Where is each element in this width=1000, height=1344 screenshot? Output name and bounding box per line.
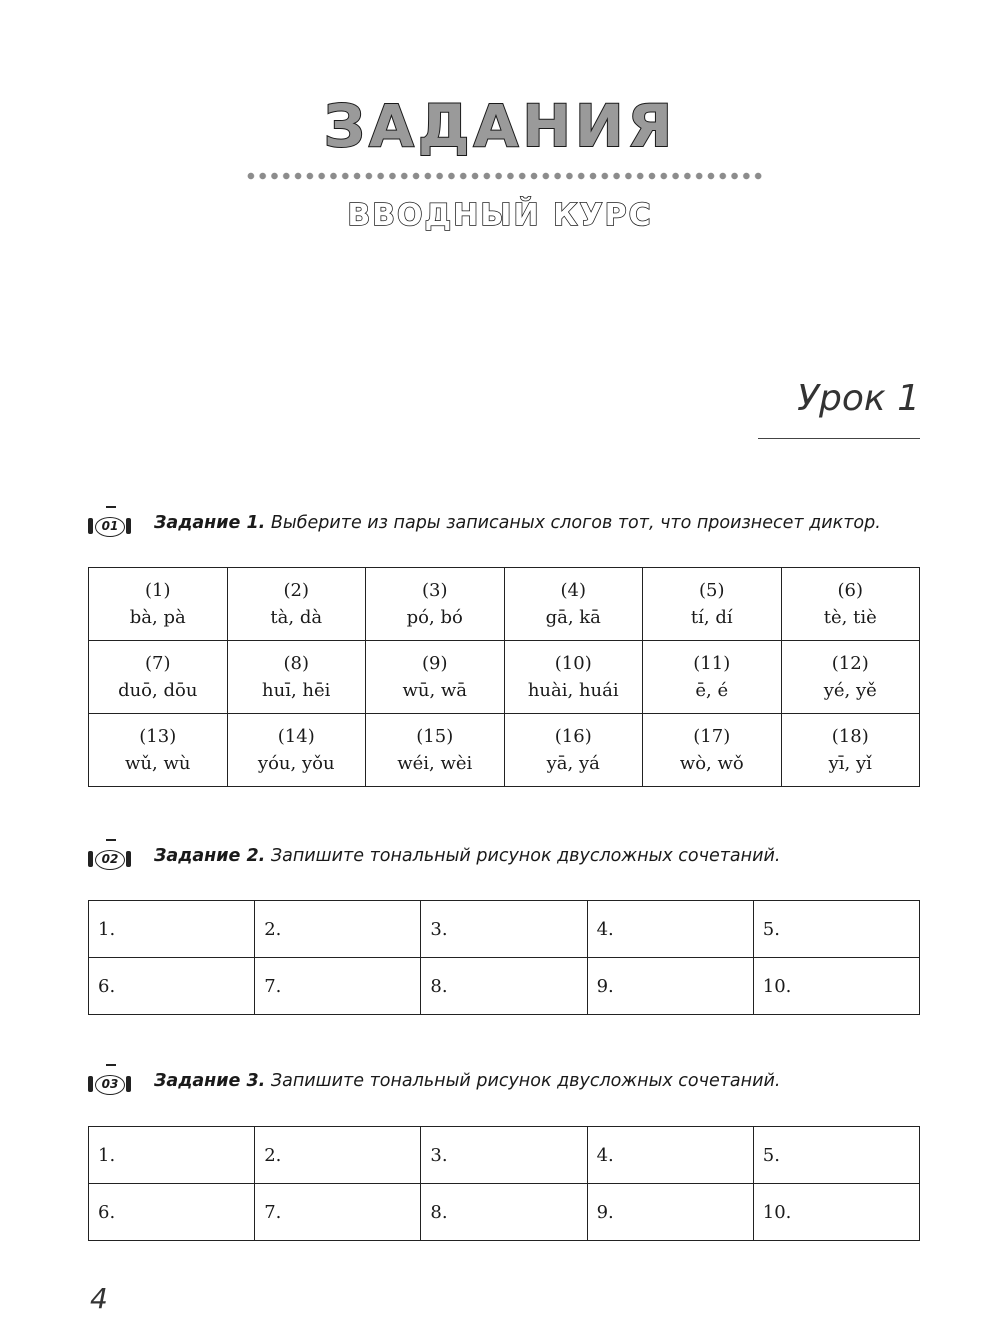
syllable-cell[interactable] (504, 568, 643, 641)
syllable-pair: wéi, wèi (397, 753, 473, 774)
answer-cell[interactable]: 1. (89, 901, 255, 958)
syllable-pair: huī, hēi (262, 680, 331, 701)
audio-track-number: 02 (95, 850, 125, 870)
syllable-pair: yóu, yǒu (257, 753, 335, 774)
item-number: (3) (422, 580, 448, 601)
item-number: (16) (554, 726, 592, 747)
answer-cell[interactable]: 2. (255, 1127, 421, 1184)
item-number: (1) (145, 580, 171, 601)
task-label: Задание 3. (154, 1071, 266, 1091)
task-2-instruction (154, 846, 780, 866)
item-number: (5) (699, 580, 725, 601)
item-number: (9) (422, 653, 448, 674)
lesson-heading: Урок 1 (797, 378, 920, 419)
syllable-pair: gā, kā (545, 607, 601, 628)
task-1-instruction (154, 513, 881, 533)
syllable-cell[interactable] (89, 568, 228, 641)
answer-cell[interactable]: 5. (753, 901, 919, 958)
syllable-pair: wū, wā (402, 680, 468, 701)
syllable-pair: duō, dōu (118, 680, 198, 701)
task-3-instruction (154, 1071, 780, 1091)
table-row (89, 1127, 920, 1184)
item-number: (12) (831, 653, 869, 674)
task-3-table (88, 1126, 920, 1241)
syllable-cell[interactable] (643, 714, 782, 787)
syllable-cell[interactable] (504, 641, 643, 714)
syllable-pair: yā, yá (546, 753, 600, 774)
syllable-pair: tí, dí (690, 607, 733, 628)
item-number: (2) (283, 580, 309, 601)
syllable-cell[interactable] (781, 714, 920, 787)
syllable-pair: yé, yě (823, 680, 877, 701)
item-number: (8) (283, 653, 309, 674)
table-row (89, 958, 920, 1015)
item-number: (11) (693, 653, 731, 674)
task-3-heading (88, 1063, 780, 1099)
syllable-cell[interactable] (89, 641, 228, 714)
answer-cell[interactable]: 3. (421, 1127, 587, 1184)
task-label: Задание 1. (154, 513, 266, 533)
item-number: (18) (831, 726, 869, 747)
lesson-underline (758, 438, 920, 439)
syllable-pair: ē, é (695, 680, 729, 701)
answer-cell[interactable]: 3. (421, 901, 587, 958)
answer-cell[interactable]: 9. (587, 958, 753, 1015)
item-number: (13) (139, 726, 177, 747)
task-2-heading (88, 838, 780, 874)
answer-cell[interactable]: 8. (421, 958, 587, 1015)
table-row (89, 641, 920, 714)
table-row (89, 1184, 920, 1241)
syllable-cell[interactable] (643, 641, 782, 714)
answer-cell[interactable]: 6. (89, 958, 255, 1015)
syllable-pair: tà, dà (270, 607, 323, 628)
syllable-cell[interactable] (227, 641, 366, 714)
dotted-divider (245, 170, 763, 182)
answer-cell[interactable]: 2. (255, 901, 421, 958)
answer-cell[interactable]: 4. (587, 1127, 753, 1184)
answer-cell[interactable]: 10. (753, 1184, 919, 1241)
syllable-cell[interactable] (643, 568, 782, 641)
syllable-cell[interactable] (366, 568, 505, 641)
answer-cell[interactable]: 7. (255, 958, 421, 1015)
page-title: ЗАДАНИЯ (323, 92, 677, 160)
syllable-cell[interactable] (227, 714, 366, 787)
item-number: (17) (693, 726, 731, 747)
syllable-cell[interactable] (781, 568, 920, 641)
syllable-cell[interactable] (366, 641, 505, 714)
item-number: (4) (560, 580, 586, 601)
item-number: (10) (554, 653, 592, 674)
task-text: Запишите тональный рисунок двусложных сочетаний. (270, 846, 781, 866)
audio-track-number: 03 (95, 1075, 125, 1095)
item-number: (15) (416, 726, 454, 747)
table-row (89, 714, 920, 787)
answer-cell[interactable]: 10. (753, 958, 919, 1015)
item-number: (6) (837, 580, 863, 601)
task-text: Выберите из пары записаных слогов тот, что произнесет диктор. (270, 513, 881, 533)
headphones-icon[interactable] (88, 1064, 128, 1098)
syllable-cell[interactable] (89, 714, 228, 787)
syllable-cell[interactable] (781, 641, 920, 714)
item-number: (14) (277, 726, 315, 747)
item-number: (7) (145, 653, 171, 674)
headphones-icon[interactable] (88, 839, 128, 873)
answer-cell[interactable]: 1. (89, 1127, 255, 1184)
headphones-icon[interactable] (88, 506, 128, 540)
answer-cell[interactable]: 8. (421, 1184, 587, 1241)
answer-cell[interactable]: 7. (255, 1184, 421, 1241)
syllable-cell[interactable] (227, 568, 366, 641)
answer-cell[interactable]: 5. (753, 1127, 919, 1184)
syllable-cell[interactable] (504, 714, 643, 787)
syllable-pair: tè, tiè (823, 607, 877, 628)
section-subtitle: ВВОДНЫЙ КУРС (347, 198, 653, 233)
page-number: 4 (90, 1282, 108, 1315)
task-label: Задание 2. (154, 846, 266, 866)
audio-track-number: 01 (95, 517, 125, 537)
answer-cell[interactable]: 6. (89, 1184, 255, 1241)
task-2-table (88, 900, 920, 1015)
syllable-pair: huài, huái (527, 680, 619, 701)
syllable-pair: yī, yǐ (828, 753, 872, 774)
syllable-cell[interactable] (366, 714, 505, 787)
task-1-table (88, 567, 920, 787)
answer-cell[interactable]: 9. (587, 1184, 753, 1241)
syllable-pair: pó, bó (406, 607, 463, 628)
task-text: Запишите тональный рисунок двусложных сочетаний. (270, 1071, 781, 1091)
syllable-pair: wò, wǒ (679, 753, 744, 774)
table-row (89, 901, 920, 958)
table-row (89, 568, 920, 641)
syllable-pair: wǔ, wù (125, 753, 191, 774)
syllable-pair: bà, pà (129, 607, 186, 628)
answer-cell[interactable]: 4. (587, 901, 753, 958)
task-1-heading (88, 505, 881, 541)
